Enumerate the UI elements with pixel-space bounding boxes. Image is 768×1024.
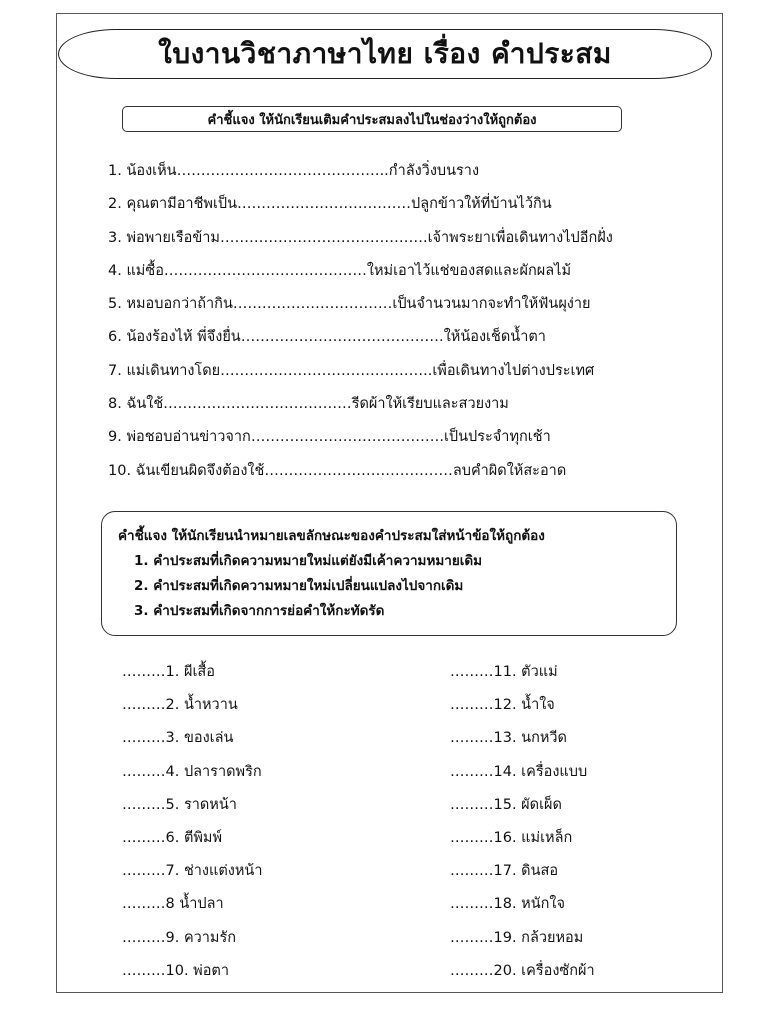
fill-question: 7. แม่เดินทางโดย……………………………………..เพื่อเดินทางไปต่างประเทศ (108, 362, 595, 379)
match-item: ………4. ปลาราดพริก (122, 763, 262, 780)
fill-question: 9. พ่อชอบอ่านข่าวจาก………………………………….เป็นประจำทุกเช้า (108, 429, 551, 446)
fill-question: 6. น้องร้องไห้ พี่จึงยื่น……………………………………ให้น้องเช็ดน้ำตา (108, 329, 546, 346)
match-item: ………3. ของเล่น (122, 730, 234, 747)
match-item: ………5. ราดหน้า (122, 796, 237, 813)
fill-question: 2. คุณตามีอาชีพเป็น………………………………ปลูกข้าวให้ที่บ้านไว้กิน (108, 196, 552, 213)
match-item: ………20. เครื่องซักผ้า (450, 962, 595, 979)
match-item: ………6. ตีพิมพ์ (122, 829, 223, 846)
match-item: ………11. ตัวแม่ (450, 664, 558, 680)
match-item: ………16. แม่เหล็ก (450, 829, 573, 846)
match-item: ………13. นกหวีด (450, 730, 567, 747)
match-item: ………17. ดินสอ (450, 863, 559, 880)
fill-question: 5. หมอบอกว่าถ้ากิน……………………………เป็นจำนวนมากจะทำให้ฟันผุง่าย (108, 296, 591, 313)
fill-question: 4. แม่ซื้อ……………………………………ใหม่เอาไว้แช่ของสดและผักผลไม้ (108, 262, 572, 279)
match-item: ………9. ความรัก (122, 929, 237, 946)
fill-question: 1. น้องเห็น……………………………………..กำลังวิ่งบนราง (108, 163, 480, 179)
category-option: 2. คำประสมที่เกิดความหมายใหม่เปลี่ยนแปลงไปจากเดิม (134, 578, 464, 594)
match-list-right (450, 657, 595, 989)
match-item: ………10. พ่อตา (122, 962, 229, 979)
category-option: 1. คำประสมที่เกิดความหมายใหม่แต่ยังมีเค้าความหมายเดิม (134, 553, 483, 569)
fill-in-question-list (108, 156, 613, 489)
match-item: ………2. น้ำหวาน (122, 697, 238, 714)
fill-question: 10. ฉันเขียนผิดจึงต้องใช้…………………………………ลบคำผิดให้สะอาด (108, 462, 567, 479)
category-option: 3. คำประสมที่เกิดจากการย่อคำให้กะทัดรัด (134, 603, 385, 619)
fill-question: 3. พ่อพายเรือข้าม…………………………………….เจ้าพระยาเพื่อเดินทางไปอีกฝั่ง (108, 229, 613, 246)
match-item: ………19. กล้วยหอม (450, 929, 584, 946)
match-item: ………14. เครื่องแบบ (450, 763, 588, 780)
match-item: ………8 น้ำปลา (122, 896, 224, 913)
match-item: ………12. น้ำใจ (450, 697, 555, 714)
match-item: ………15. ผัดเผ็ด (450, 796, 562, 813)
instruction-box-fill (122, 106, 622, 132)
match-item: ………1. ผีเสื้อ (122, 664, 215, 680)
instruction-fill-text: คำชี้แจง ให้นักเรียนเติมคำประสมลงไปในช่องว่างให้ถูกต้อง (207, 112, 537, 128)
instruction-match-heading: คำชี้แจง ให้นักเรียนนำหมายเลขลักษณะของคำประสมใส่หน้าข้อให้ถูกต้อง (118, 528, 545, 544)
match-item: ………18. หนักใจ (450, 896, 565, 913)
instruction-box-match (101, 511, 677, 636)
match-item: ………7. ช่างแต่งหน้า (122, 863, 263, 880)
title-banner (58, 29, 712, 79)
page-title: ใบงานวิชาภาษาไทย เรื่อง คำประสม (158, 37, 612, 70)
fill-question: 8. ฉันใช้…………………………………รีดผ้าให้เรียบและสวยงาม (108, 396, 509, 413)
match-list-left (122, 657, 262, 989)
